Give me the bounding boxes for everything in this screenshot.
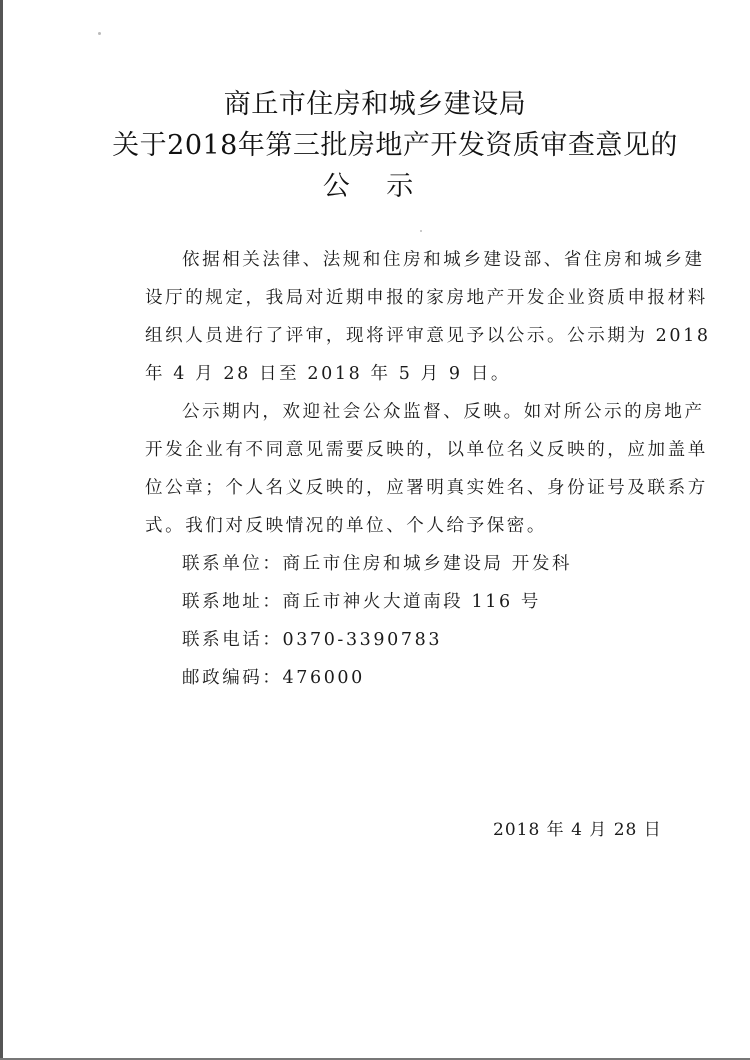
document-date: 2018 年 4 月 28 日 <box>493 820 662 840</box>
paragraph-2-line-4: 式。我们对反映情况的单位、个人给予保密。 <box>145 516 547 536</box>
paragraph-1-line-3: 组织人员进行了评审，现将评审意见予以公示。公示期为 2018 <box>145 326 711 346</box>
contact-address: 联系地址：商丘市神火大道南段 116 号 <box>182 592 542 612</box>
title-line-2: 关于2018年第三批房地产开发资质审查意见的 <box>112 130 678 161</box>
paragraph-1-line-2: 设厅的规定，我局对近期申报的家房地产开发企业资质申报材料 <box>145 288 708 308</box>
paragraph-2-line-1: 公示期内，欢迎社会公众监督、反映。如对所公示的房地产 <box>182 402 705 422</box>
title-line-1: 商丘市住房和城乡建设局 <box>223 89 527 120</box>
paragraph-1-line-1: 依据相关法律、法规和住房和城乡建设部、省住房和城乡建 <box>182 250 705 270</box>
contact-unit: 联系单位：商丘市住房和城乡建设局 开发科 <box>182 554 573 574</box>
scan-speck <box>420 230 422 232</box>
paragraph-1-line-4: 年 4 月 28 日至 2018 年 5 月 9 日。 <box>145 364 512 384</box>
scan-speck <box>98 32 101 35</box>
scan-left-edge <box>0 0 3 1060</box>
title-line-3: 公 示 <box>322 171 428 202</box>
contact-phone: 联系电话：0370-3390783 <box>182 630 443 650</box>
paragraph-2-line-3: 位公章；个人名义反映的，应署明真实姓名、身份证号及联系方 <box>145 478 708 498</box>
paragraph-2-line-2: 开发企业有不同意见需要反映的，以单位名义反映的，应加盖单 <box>145 440 708 460</box>
contact-postcode: 邮政编码：476000 <box>182 668 365 688</box>
